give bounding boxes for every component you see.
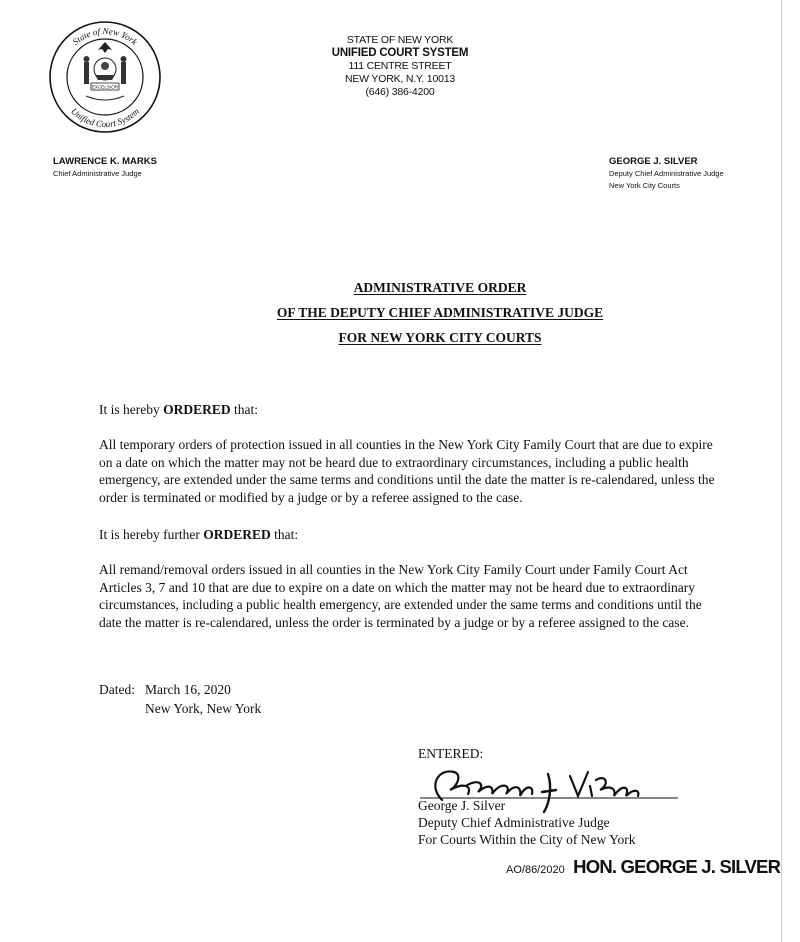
right-judge-title-1: Deputy Chief Administrative Judge <box>609 169 724 178</box>
right-judge-title-2: New York City Courts <box>609 181 680 190</box>
right-judge-block <box>609 156 724 192</box>
ny-court-seal <box>48 20 162 134</box>
dated-block <box>99 680 261 718</box>
ordered-intro-1: It is hereby ORDERED that: <box>99 402 258 417</box>
order-number: AO/86/2020 <box>506 864 565 876</box>
left-judge-name: LAWRENCE K. MARKS <box>53 156 157 167</box>
left-judge-title: Chief Administrative Judge <box>53 169 142 178</box>
signer-jurisdiction: For Courts Within the City of New York <box>418 832 636 847</box>
hon-stamp: HON. GEORGE J. SILVER <box>573 856 781 877</box>
ordered-intro-2: It is hereby further ORDERED that: <box>99 527 299 542</box>
seal-bottom-text: Unified Court System <box>68 106 142 130</box>
seal-top-text: State of New York <box>70 25 140 47</box>
seal-banner-text: EXCELSIOR <box>91 84 119 90</box>
signer-block <box>418 797 635 848</box>
signer-name: George J. Silver <box>418 798 506 813</box>
order-heading <box>200 275 680 350</box>
footer-stamp <box>506 856 780 878</box>
letterhead-state: STATE OF NEW YORK <box>346 34 454 46</box>
heading-line-3: FOR NEW YORK CITY COURTS <box>338 330 542 345</box>
order-paragraph-1: All temporary orders of protection issued in all counties in the New York City Family Court that are due to expire on a date on which the matter may not be heard due to extraordinary circumstances, including a public health emergency, are extended under the same terms and conditions until the date the matter is re-calendared, unless the order is terminated or modified by a judge or by a referee assigned to the case. <box>99 437 715 505</box>
page-edge-line <box>781 0 782 942</box>
right-judge-name: GEORGE J. SILVER <box>609 156 698 167</box>
dated-label: Dated: <box>99 682 135 697</box>
letterhead-city: NEW YORK, N.Y. 10013 <box>345 73 455 85</box>
letterhead-street: 111 CENTRE STREET <box>348 60 452 72</box>
dated-date: March 16, 2020 <box>145 682 231 697</box>
dated-place: New York, New York <box>145 701 262 716</box>
letterhead <box>290 34 510 99</box>
order-paragraph-2: All remand/removal orders issued in all counties in the New York City Family Court under Family Court Act Articles 3, 7 and 10 that are due to expire on a date on which the matter may not be heard due to extraordinary circumstances, including a public health emergency, are extended under the same terms and conditions until the date the matter is re-calendared, unless the order is terminated by a judge or by a referee assigned to the case. <box>99 562 702 630</box>
letterhead-phone: (646) 386-4200 <box>365 86 435 98</box>
signer-title: Deputy Chief Administrative Judge <box>418 815 610 830</box>
letterhead-court: UNIFIED COURT SYSTEM <box>331 47 469 59</box>
left-judge-block <box>53 156 157 180</box>
heading-line-1: ADMINISTRATIVE ORDER <box>353 280 527 295</box>
entered-label: ENTERED: <box>418 746 484 761</box>
heading-line-2: OF THE DEPUTY CHIEF ADMINISTRATIVE JUDGE <box>276 305 604 320</box>
